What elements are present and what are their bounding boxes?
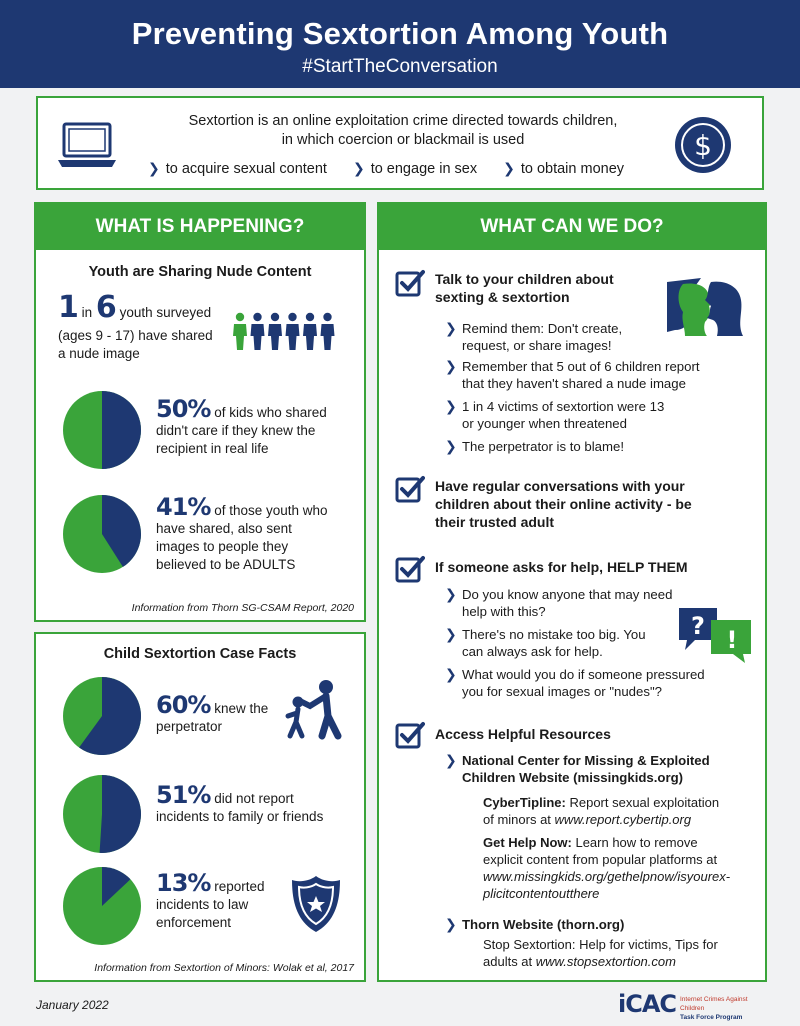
- checkbox-icon: [395, 554, 425, 584]
- pie-chart-50: [62, 390, 142, 470]
- wcd-bullet: ❯ Remind them: Don't create, request, or share images!: [445, 320, 623, 353]
- dollar-icon: [674, 116, 732, 174]
- stopsextortion-link[interactable]: www.stopsextortion.com: [535, 954, 676, 969]
- checkbox-icon: [395, 268, 425, 298]
- stop-sextortion-resource: Stop Sextortion: Help for victims, Tips for adults at www.stopsextortion.com: [483, 937, 718, 969]
- pie-slice-navy: [102, 391, 141, 469]
- police-badge-icon: [288, 874, 344, 934]
- page-header: [0, 0, 800, 88]
- page-title: Preventing Sextortion Among Youth: [131, 16, 669, 51]
- pie-slice-navy: [100, 775, 141, 853]
- source-note: Information from Sextortion of Minors: Wolak et al, 2017: [94, 962, 354, 974]
- definition-bullet: ❯ to engage in sex: [352, 160, 478, 177]
- what-is-happening-panel: [34, 202, 366, 622]
- pie-chart-13: [62, 866, 142, 946]
- wcd-bullet: ❯ 1 in 4 victims of sextortion were 13 or younger when threatened: [445, 398, 665, 431]
- cybertipline-resource: CyberTipline: Report sexual exploitation of minors at www.report.cybertip.org: [483, 795, 720, 827]
- definition-line-1: Sextortion is an online exploitation crime directed towards children,: [188, 113, 618, 129]
- wcd-bullet: ❯ Remember that 5 out of 6 children report that they haven't shared a nude image: [445, 358, 700, 391]
- page-hashtag: #StartTheConversation: [302, 56, 498, 77]
- checkbox-icon: [395, 474, 425, 504]
- get-help-now-resource: Get Help Now: Learn how to remove explicit content from popular platforms at www.missingkids.org/gethelpnow/isyourex- plicitcontentoutthere: [483, 834, 753, 902]
- wcd-bullet: ❯ What would you do if someone pressured you for sexual images or "nudes"?: [445, 666, 705, 699]
- footer-date: January 2022: [36, 998, 109, 1012]
- chevron-right-icon: ❯: [445, 626, 457, 642]
- checkbox-icon: [395, 720, 425, 750]
- svg-text:!: !: [726, 626, 738, 654]
- stat-one-in-six: 1 in 6 youth surveyed (ages 9 - 17) have shared a nude image: [58, 290, 213, 361]
- panel-heading: WHAT CAN WE DO?: [379, 204, 765, 250]
- stat-thirteen-percent: 13% reported incidents to law enforcement: [156, 869, 265, 930]
- definition-text: [148, 112, 658, 150]
- chevron-right-icon: ❯: [445, 916, 457, 932]
- svg-text:$: $: [694, 129, 712, 162]
- chevron-right-icon: ❯: [352, 160, 365, 176]
- chevron-right-icon: ❯: [445, 666, 457, 682]
- chevron-right-icon: ❯: [445, 586, 457, 602]
- thorn-resource: ❯ Thorn Website (thorn.org): [445, 916, 625, 932]
- source-note: Information from Thorn SG-CSAM Report, 2020: [131, 602, 354, 614]
- definition-line-2: in which coercion or blackmail is used: [281, 132, 525, 148]
- person-icon: [268, 313, 282, 350]
- stat-fifty-one-percent: 51% did not report incidents to family or friends: [156, 781, 324, 824]
- chevron-right-icon: ❯: [445, 438, 457, 454]
- case-facts-panel: [34, 632, 366, 982]
- icac-logo: iCAC Internet Crimes Against Children Task Force Program: [618, 990, 748, 1021]
- person-icon: [286, 313, 300, 350]
- wcd-item-title: Talk to your children about sexting & sextortion: [435, 271, 614, 305]
- conversation-heads-icon: [663, 276, 747, 338]
- wcd-item-title: Have regular conversations with your children about their online activity - be their trusted adult: [435, 478, 692, 530]
- wcd-bullet: ❯ The perpetrator is to blame!: [445, 438, 624, 454]
- chevron-right-icon: ❯: [503, 160, 515, 176]
- pie-chart-41: [62, 494, 142, 574]
- definition-bullets: [148, 160, 678, 177]
- chevron-right-icon: ❯: [148, 160, 160, 176]
- wcd-bullet: ❯ Do you know anyone that may need help with this?: [445, 586, 673, 619]
- parent-child-icon: [282, 678, 348, 740]
- stat-fifty-percent: 50% of kids who shared didn't care if they knew the recipient in real life: [156, 395, 327, 456]
- people-icon: [232, 312, 344, 352]
- laptop-icon: [56, 120, 118, 172]
- ncmec-resource: ❯ National Center for Missing & Exploited Children Website (missingkids.org): [445, 752, 710, 785]
- stat-forty-one-percent: 41% of those youth who have shared, also sent images to people they believed to be ADULTS: [156, 493, 328, 572]
- chevron-right-icon: ❯: [445, 398, 457, 414]
- what-can-we-do-panel: [377, 202, 767, 982]
- cybertip-link[interactable]: www.report.cybertip.org: [554, 812, 692, 827]
- person-icon: [233, 313, 247, 350]
- chevron-right-icon: ❯: [445, 358, 457, 374]
- pie-chart-60: [62, 676, 142, 756]
- person-icon: [251, 313, 265, 350]
- pie-chart-51: [62, 774, 142, 854]
- panel-heading: WHAT IS HAPPENING?: [36, 204, 364, 250]
- question-exclamation-icon: [677, 606, 753, 664]
- gethelpnow-link[interactable]: www.missingkids.org/gethelpnow/isyourex- plicitcontentoutthere: [483, 869, 731, 901]
- person-icon: [321, 313, 335, 350]
- section-title: Youth are Sharing Nude Content: [88, 264, 312, 280]
- definition-bullet: ❯ to obtain money: [503, 160, 625, 177]
- section-title: Child Sextortion Case Facts: [103, 646, 297, 662]
- wcd-item-title: If someone asks for help, HELP THEM: [435, 559, 688, 575]
- svg-text:?: ?: [691, 612, 705, 640]
- definition-box: [36, 96, 764, 190]
- chevron-right-icon: ❯: [445, 752, 457, 768]
- definition-bullet: ❯ to acquire sexual content: [148, 160, 327, 177]
- chevron-right-icon: ❯: [445, 320, 457, 336]
- stat-sixty-percent: 60% knew the perpetrator: [156, 691, 269, 734]
- person-icon: [303, 313, 317, 350]
- wcd-item-title: Access Helpful Resources: [435, 726, 611, 742]
- wcd-bullet: ❯ There's no mistake too big. You can always ask for help.: [445, 626, 646, 659]
